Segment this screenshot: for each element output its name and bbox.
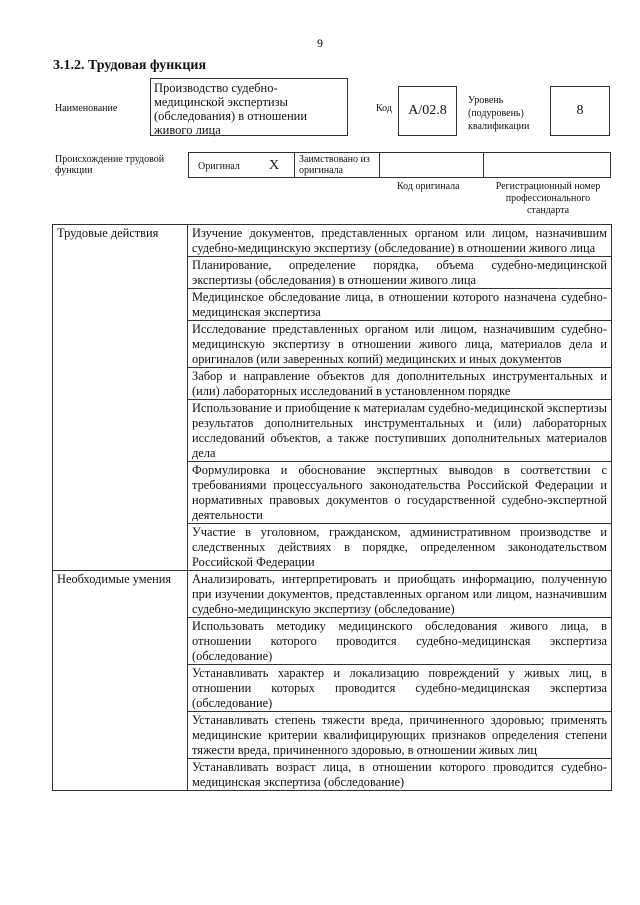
page-number: 9	[317, 36, 323, 50]
description-cell: Медицинское обследование лица, в отношении которого назначена судебно-медицинская экспертиза	[188, 289, 612, 321]
category-cell: Необходимые умения	[53, 571, 188, 791]
description-cell: Формулировка и обоснование экспертных выводов в соответствии с требованиями процессуального законодательства Российской Федерации и нормативных правовых документов о государственной судебно-экспертной деятельности	[188, 462, 612, 524]
description-cell: Участие в уголовном, гражданском, административном производстве и следственных действиях в порядке, определенном законодательством Российской Федерации	[188, 524, 612, 571]
original-label: Оригинал	[198, 161, 240, 172]
function-code-value: A/02.8	[398, 86, 457, 136]
function-name-value: Производство судебно-медицинской экспертизы (обследования) в отношении живого лица	[150, 78, 348, 136]
original-mark: X	[269, 158, 280, 173]
description-cell: Планирование, определение порядка, объема судебно-медицинской экспертизы (обследования) в отношении живого лица	[188, 257, 612, 289]
description-cell: Исследование представленных органом или лицом, назначившим судебно-медицинскую экспертизу в отношении живого лица, материалов дела и оригиналов (или заверенных копий) медицинских и иных документов	[188, 321, 612, 368]
reg-number-label: Регистрационный номер профессионального стандарта	[495, 181, 601, 216]
origin-label: Происхождение трудовой функции	[55, 154, 165, 176]
description-cell: Использование и приобщение к материалам судебно-медицинской экспертизы результатов дополнительных инструментальных и (или) лабораторных исследований объектов, а также поступивших дополнительных материалов дела	[188, 400, 612, 462]
description-cell: Изучение документов, представленных органом или лицом, назначившим судебно-медицинскую экспертизу (обследование) в отношении живого лица	[188, 225, 612, 257]
borrowed-label: Заимствовано из оригинала	[299, 154, 370, 176]
qualification-level-label: Уровень (подуровень) квалификации	[468, 95, 530, 132]
section-title: 3.1.2. Трудовая функция	[53, 58, 207, 73]
table-row	[53, 571, 612, 618]
table-row	[53, 225, 612, 257]
description-cell: Забор и направление объектов для дополнительных инструментальных и (или) лабораторных исследований в установленном порядке	[188, 368, 612, 400]
description-cell: Устанавливать характер и локализацию повреждений у живых лиц, в отношении которых проводится судебно-медицинская экспертиза (обследование)	[188, 665, 612, 712]
description-cell: Устанавливать возраст лица, в отношении которого проводится судебно-медицинская экспертиза (обследование)	[188, 759, 612, 791]
description-cell: Анализировать, интерпретировать и приобщать информацию, полученную при изучении документов, представленных органом или лицом, назначившим судебно-медицинскую экспертизу (обследование)	[188, 571, 612, 618]
name-label: Наименование	[55, 103, 118, 114]
description-cell: Использовать методику медицинского обследования живого лица, в отношении которого проводится судебно-медицинская экспертиза (обследование)	[188, 618, 612, 665]
origin-reg-number-cell	[483, 152, 611, 178]
code-original-label: Код оригинала	[397, 181, 460, 192]
origin-code-cell	[379, 152, 484, 178]
qualification-level-value: 8	[550, 86, 610, 136]
description-cell: Устанавливать степень тяжести вреда, причиненного здоровью; применять медицинские критерии квалифицирующих признаков определения степени тяжести вреда, причиненного здоровью, в отношении живых лиц	[188, 712, 612, 759]
code-label: Код	[376, 103, 392, 114]
category-cell: Трудовые действия	[53, 225, 188, 571]
labor-function-table	[52, 224, 612, 791]
